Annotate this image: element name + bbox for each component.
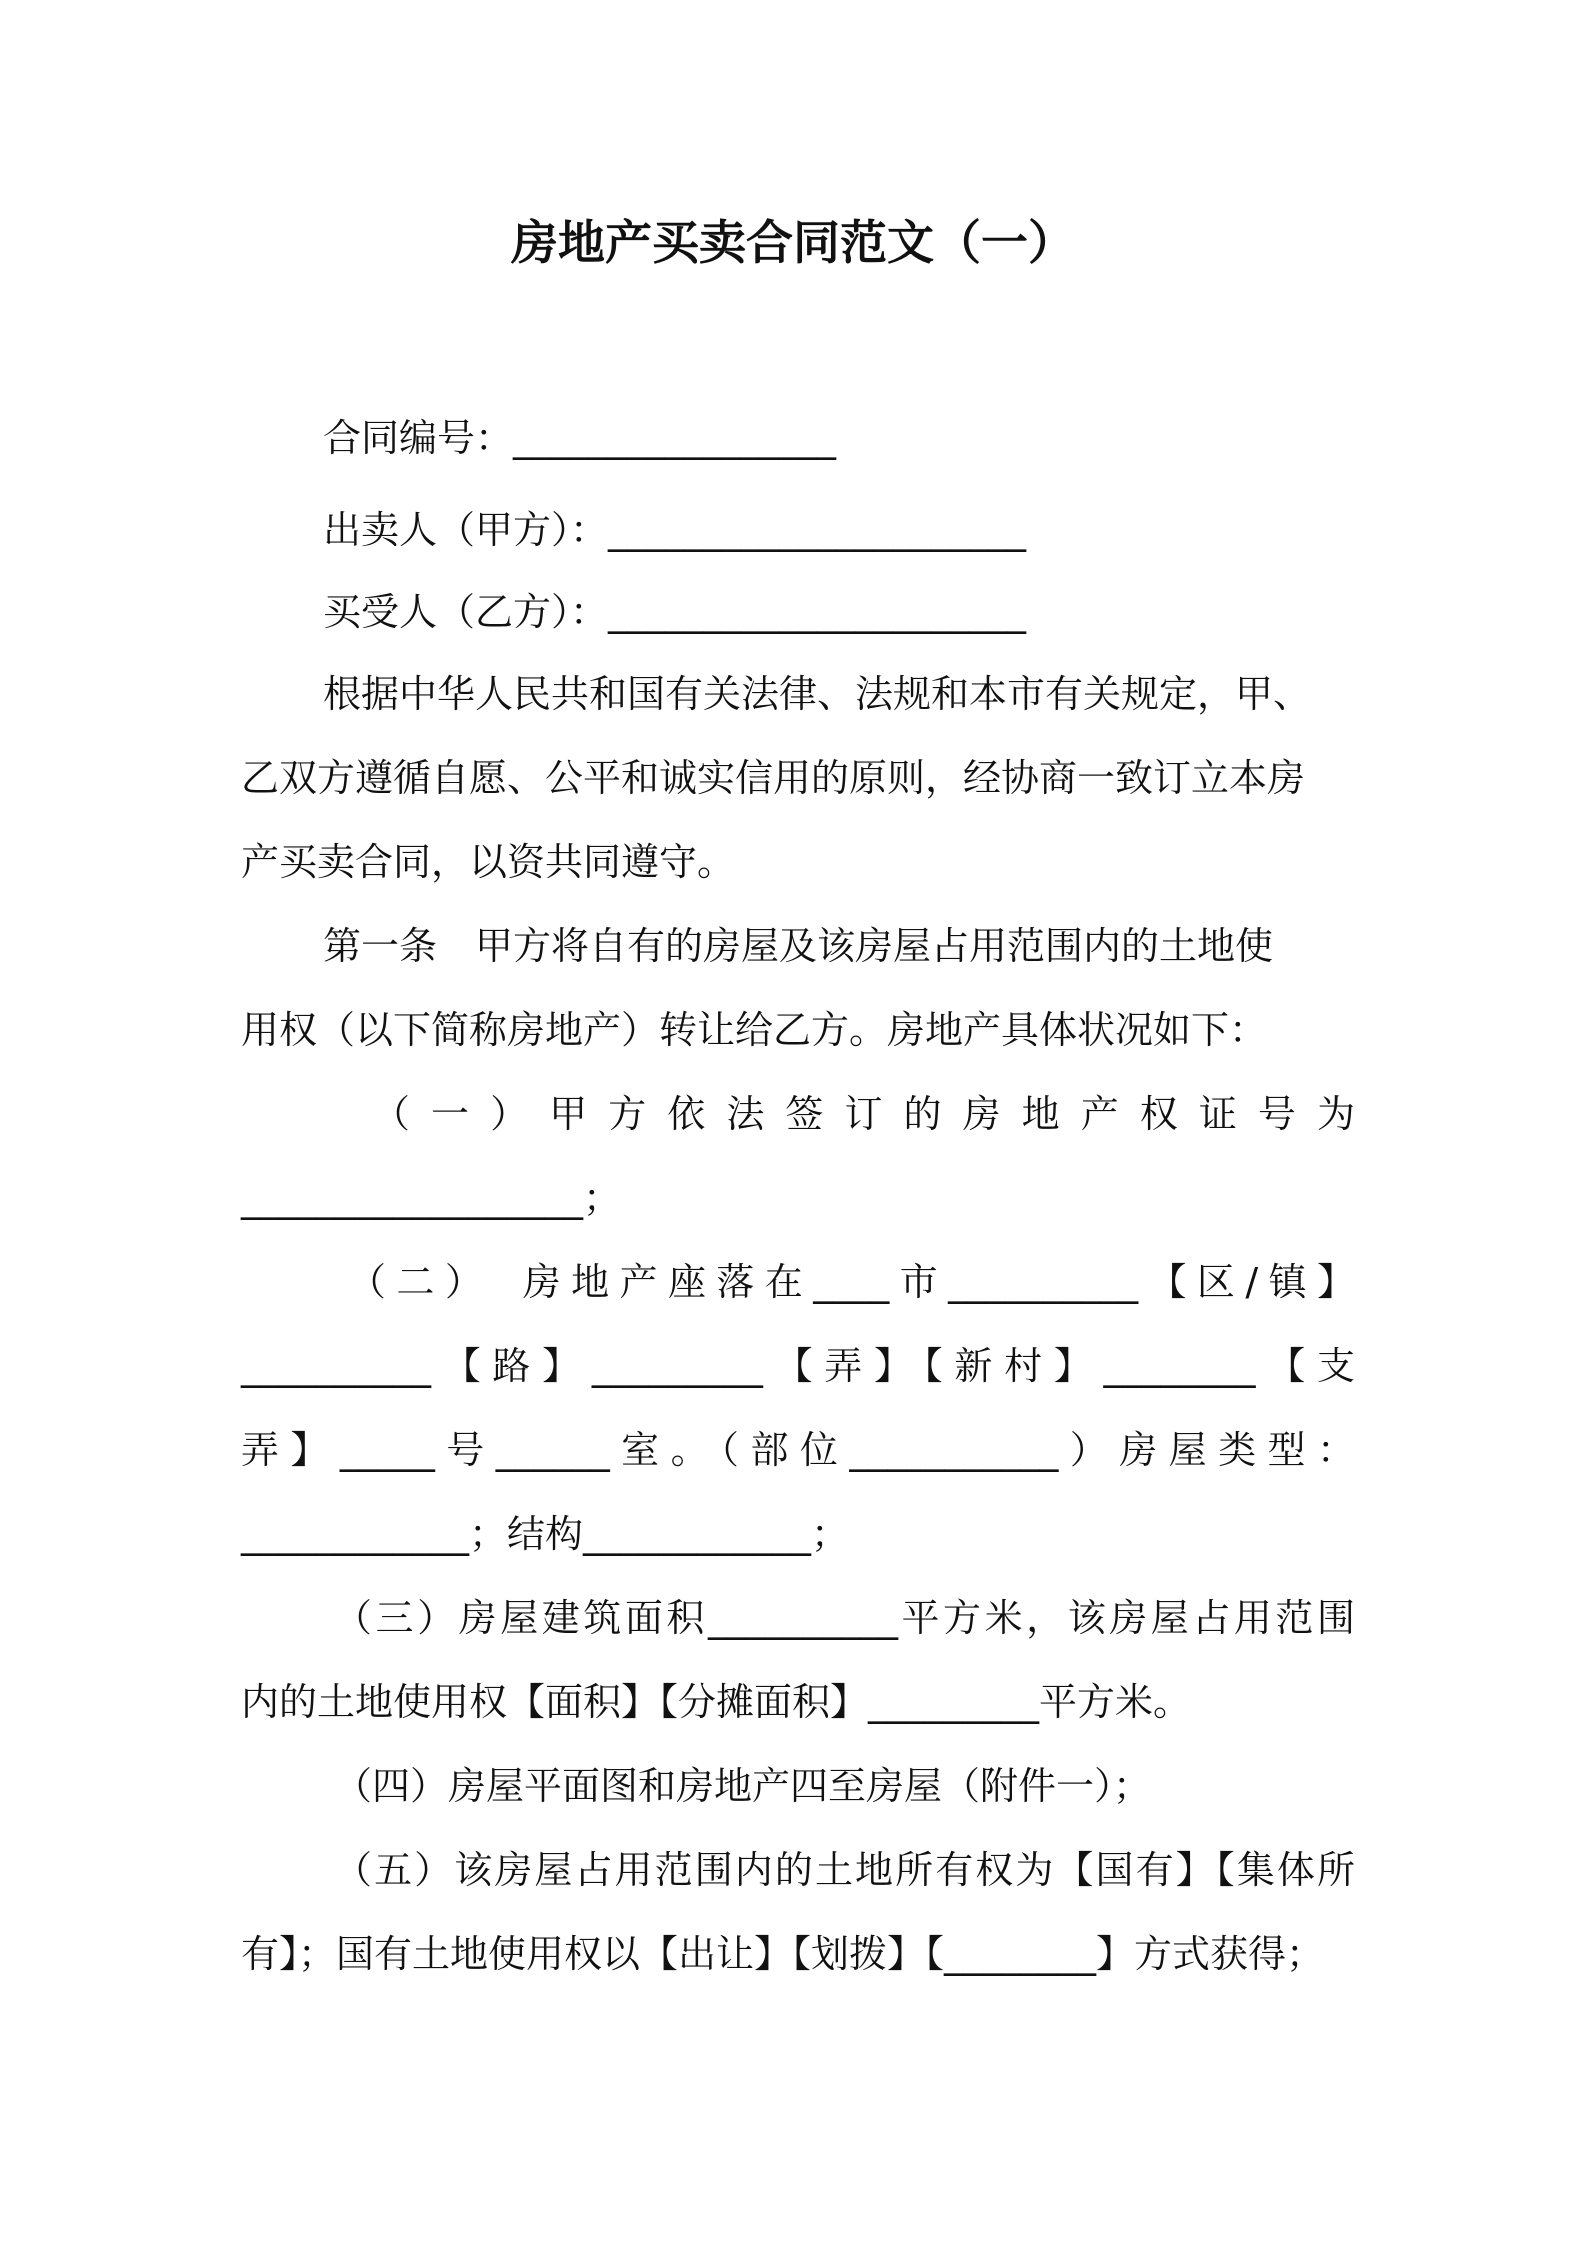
- item-2-line-1: （二） 房地产座落在____市__________【区/镇】: [348, 1260, 1355, 1304]
- preamble-line-3: 产买卖合同，以资共同遵守。: [241, 840, 736, 884]
- item-2-line-3: 弄】_____号______室。（部位___________）房屋类型：: [241, 1428, 1355, 1472]
- item-3-line-2: 内的土地使用权【面积】【分摊面积】_________平方米。: [241, 1680, 1192, 1724]
- item-4-line-1: （四）房屋平面图和房地产四至房屋（附件一）；: [334, 1764, 1152, 1808]
- item-5-line-2: 有】；国有土地使用权以【出让】【划拨】【________】方式获得；: [241, 1932, 1325, 1976]
- preamble-line-2: 乙双方遵循自愿、公平和诚实信用的原则，经协商一致订立本房: [241, 756, 1306, 800]
- item-2-line-2: __________【路】_________【弄】【新村】________【支: [241, 1344, 1355, 1388]
- item-3-line-1: （三）房屋建筑面积__________平方米，该房屋占用范围: [334, 1596, 1355, 1640]
- item-1-line-2: __________________；: [241, 1176, 622, 1220]
- seller-line: 出卖人（甲方）：______________________: [323, 508, 1027, 552]
- document-title: 房地产买卖合同范文（一）: [511, 216, 1075, 271]
- preamble-line-1: 根据中华人民共和国有关法律、法规和本市有关规定，甲、: [323, 672, 1312, 716]
- contract-number-line: 合同编号：_________________: [323, 416, 837, 460]
- item-1-line-1: （一）甲方依法签订的房地产权证号为: [372, 1092, 1355, 1136]
- buyer-line: 买受人（乙方）：______________________: [323, 590, 1027, 634]
- item-2-line-4: ____________；结构____________；: [241, 1512, 850, 1556]
- item-5-line-1: （五）该房屋占用范围内的土地所有权为【国有】【集体所: [334, 1848, 1355, 1892]
- article-1-line-2: 用权（以下简称房地产）转让给乙方。房地产具体状况如下：: [241, 1008, 1268, 1052]
- article-1-line-1: 第一条 甲方将自有的房屋及该房屋占用范围内的土地使: [323, 924, 1274, 968]
